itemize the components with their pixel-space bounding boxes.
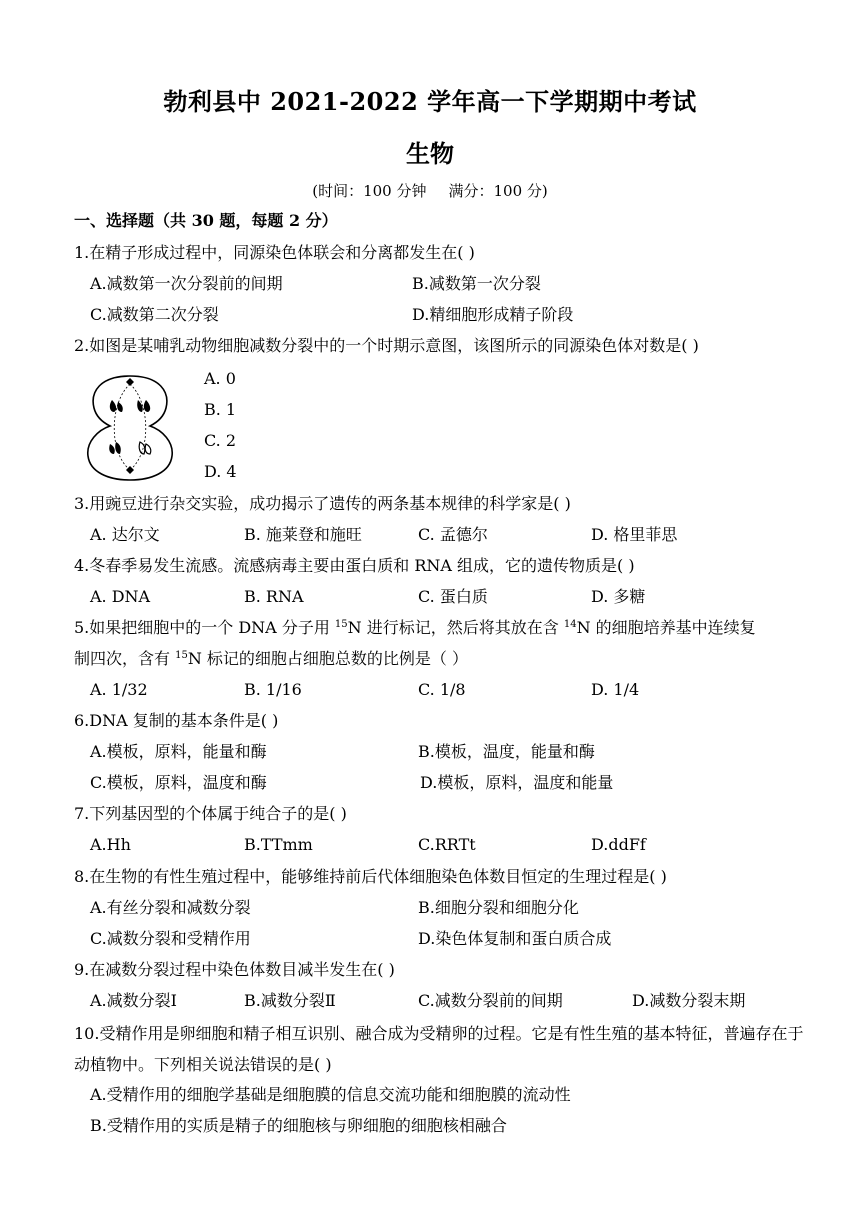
question-option: C. 2 — [204, 431, 237, 450]
question-option: B.受精作用的实质是精子的细胞核与卵细胞的细胞核相融合 — [90, 1116, 507, 1135]
question-option: D.减数分裂末期 — [632, 991, 746, 1010]
question-option: A.有丝分裂和减数分裂 — [90, 898, 251, 917]
question-option: B.模板，温度，能量和酶 — [418, 742, 595, 761]
question-option: C. 蛋白质 — [418, 587, 488, 606]
section-title: 一、选择题（共 30 题，每题 2 分） — [74, 211, 338, 230]
question-option: C.RRTt — [418, 835, 476, 854]
exam-score: 满分：100 分) — [448, 182, 548, 200]
question-option: A. 0 — [204, 369, 236, 388]
question-option: D. 1/4 — [591, 680, 640, 699]
question-option: A.模板，原料，能量和酶 — [90, 742, 267, 761]
question-option: D.染色体复制和蛋白质合成 — [418, 929, 612, 948]
question-stem: 4.冬春季易发生流感。流感病毒主要由蛋白质和 RNA 组成，它的遗传物质是( ) — [74, 556, 635, 575]
question-stem: 3.用豌豆进行杂交实验，成功揭示了遗传的两条基本规律的科学家是( ) — [74, 494, 571, 513]
question-option: C. 孟德尔 — [418, 525, 488, 544]
question-option: B.减数第一次分裂 — [412, 274, 541, 293]
question-stem: 9.在减数分裂过程中染色体数目减半发生在( ) — [74, 960, 395, 979]
question-option: A.受精作用的细胞学基础是细胞膜的信息交流功能和细胞膜的流动性 — [90, 1085, 571, 1104]
question-option: B. 1 — [204, 400, 237, 419]
question-option: D.ddFf — [591, 835, 646, 854]
question-option: A.Hh — [90, 835, 131, 854]
question-stem: 5.如果把细胞中的一个 DNA 分子用 $^{15}$N 进行标记，然后将其放在含 $^{14}$N 的细胞培养基中连续复 — [74, 618, 756, 637]
question-option: D.模板，原料，温度和能量 — [420, 773, 614, 792]
question-option: C.减数分裂前的间期 — [418, 991, 563, 1010]
question-stem: 6.DNA 复制的基本条件是( ) — [74, 711, 279, 730]
question-option: B. RNA — [244, 587, 304, 606]
question-stem: 2.如图是某哺乳动物细胞减数分裂中的一个时期示意图，该图所示的同源染色体对数是( ) — [74, 336, 699, 355]
question-option: A. 达尔文 — [90, 525, 160, 544]
question-stem: 7.下列基因型的个体属于纯合子的是( ) — [74, 804, 347, 823]
question-option: B.细胞分裂和细胞分化 — [418, 898, 579, 917]
question-option: C.减数分裂和受精作用 — [90, 929, 251, 948]
question-option: D.精细胞形成精子阶段 — [412, 305, 574, 324]
exam-time: (时间：100 分钟 — [312, 182, 427, 200]
question-option: B.减数分裂Ⅱ — [244, 991, 336, 1010]
question-stem: 8.在生物的有性生殖过程中，能够维持前后代体细胞染色体数目恒定的生理过程是( ) — [74, 867, 667, 886]
question-option: A. DNA — [90, 587, 151, 606]
question-stem: 1.在精子形成过程中，同源染色体联会和分离都发生在( ) — [74, 243, 475, 262]
question-option: D. 4 — [204, 462, 237, 481]
question-option: C. 1/8 — [418, 680, 466, 699]
exam-title: 勃利县中 2021-2022 学年高一下学期期中考试 — [163, 87, 697, 116]
question-option: C.减数第二次分裂 — [90, 305, 219, 324]
meiosis-cell-diagram — [80, 372, 180, 482]
question-option: A.减数第一次分裂前的间期 — [90, 274, 283, 293]
question-option: B.TTmm — [244, 835, 313, 854]
cell-division-figure — [80, 372, 180, 486]
exam-meta — [0, 180, 860, 201]
question-stem-continued: 制四次，含有 $^{15}$N 标记的细胞占细胞总数的比例是（ ） — [74, 649, 469, 668]
question-option: A.减数分裂Ⅰ — [90, 991, 177, 1010]
question-option: D. 格里菲思 — [591, 525, 678, 544]
subject-title: 生物 — [406, 139, 454, 168]
question-stem: 10.受精作用是卵细胞和精子相互识别、融合成为受精卵的过程。它是有性生殖的基本特征，普遍存在于动植物中。下列相关说法错误的是( ) — [74, 1024, 804, 1074]
question-option: C.模板，原料，温度和酶 — [90, 773, 267, 792]
question-option: B. 施莱登和施旺 — [244, 525, 362, 544]
question-option: D. 多糖 — [591, 587, 646, 606]
question-option: B. 1/16 — [244, 680, 302, 699]
question-option: A. 1/32 — [90, 680, 148, 699]
